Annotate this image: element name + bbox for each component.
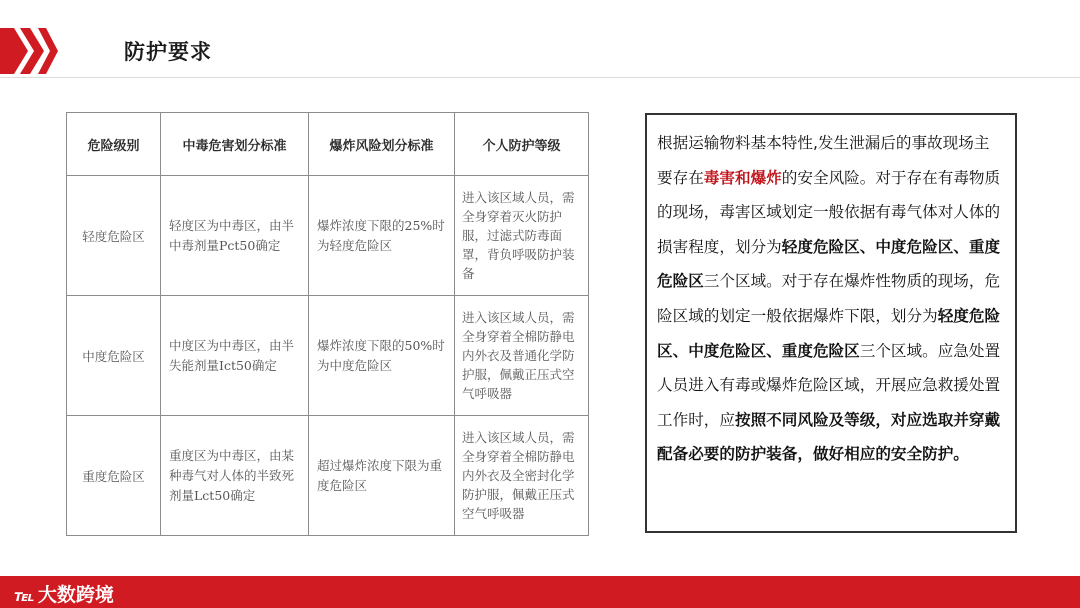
ppe-cell: 进入该区域人员，需全身穿着全棉防静电内外衣及全密封化学防护服，佩戴正压式空气呼吸器 [455,416,589,536]
header-ppe: 个人防护等级 [455,113,589,176]
poison-cell: 中度区为中毒区，由半失能剂量Ict50确定 [161,296,309,416]
logo-icon: ℡ [14,586,34,605]
page-title: 防护要求 [124,40,212,64]
level-cell: 轻度危险区 [67,176,161,296]
explanation-box [645,113,1017,533]
note-bold: 轻度危险区、中度危险区、重度危险区 [657,306,1001,360]
footer-bar [0,576,1080,608]
poison-cell: 轻度区为中毒区，由半中毒剂量Pct50确定 [161,176,309,296]
explosion-cell: 爆炸浓度下限的25%时为轻度危险区 [309,176,455,296]
poison-cell: 重度区为中毒区，由某种毒气对人体的半致死剂量Lct50确定 [161,416,309,536]
note-bold: 轻度危险区、中度危险区、重度危险区 [657,237,1001,291]
explosion-cell: 超过爆炸浓度下限为重度危险区 [309,416,455,536]
note-highlight-red: 毒害和爆炸 [703,168,782,187]
header-level: 危险级别 [67,113,161,176]
note-text: 三个区域。应急处置人员进入有毒或爆炸危险区域，开展应急救援处置工作时，应 [657,341,1001,429]
brand-logo [14,580,114,607]
level-cell: 中度危险区 [67,296,161,416]
chevron-logo-icon [0,26,60,76]
note-text: 根据运输物料基本特性,发生泄漏后的事故现场主要存在 [657,134,990,187]
header-divider [0,77,1080,78]
table-header-row [67,113,589,176]
risk-table [66,112,589,536]
table-row [67,296,589,416]
level-cell: 重度危险区 [67,416,161,536]
note-text: 的安全风险。对于存在有毒物质的现场，毒害区域划定一般依据有毒气体对人体的损害程度，划分为 [657,168,1001,256]
ppe-cell: 进入该区域人员，需全身穿着灭火防护服，过滤式防毒面罩，背负呼吸防护装备 [455,176,589,296]
ppe-cell: 进入该区域人员，需全身穿着全棉防静电内外衣及普通化学防护服，佩戴正压式空气呼吸器 [455,296,589,416]
header-explosion: 爆炸风险划分标准 [309,113,455,176]
header-poison: 中毒危害划分标准 [161,113,309,176]
logo-text: 大数跨境 [37,584,114,606]
explosion-cell: 爆炸浓度下限的50%时为中度危险区 [309,296,455,416]
note-text: 。 [953,445,969,464]
table-row [67,416,589,536]
table-row [67,176,589,296]
note-text: 三个区域。对于存在爆炸性物质的现场，危险区域的划定一般依据爆炸下限，划分为 [657,272,1001,325]
note-bold: 按照不同风险及等级，对应选取并穿戴配备必要的防护装备，做好相应的安全防护 [657,410,1001,464]
